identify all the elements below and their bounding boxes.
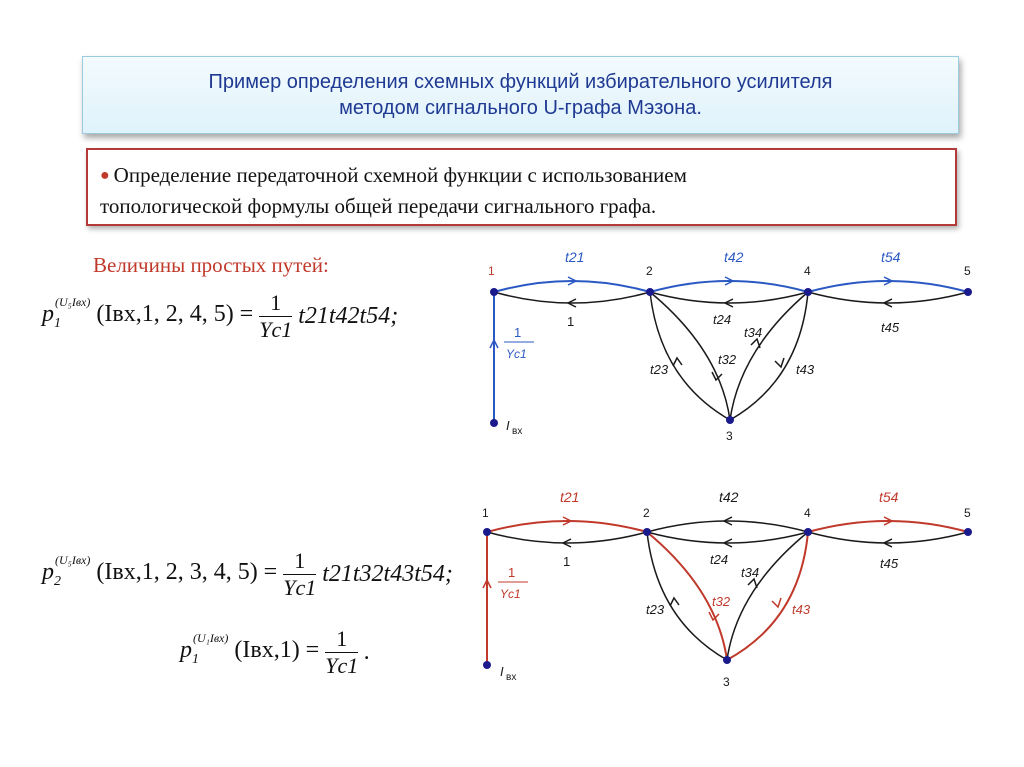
- title-line-2: методом сигнального U-графа Мэзона.: [339, 97, 702, 119]
- label-t34: t34: [744, 325, 763, 340]
- label-yc-den: Yc1: [500, 587, 521, 601]
- definition-line-1: ● Определение передаточной схемной функции с использованием: [100, 163, 687, 187]
- edge-t43: [727, 532, 808, 660]
- formula-path-3: $p_1^{(U_1Iвх)}$ (Iвх,1) = $\frac{1}{Yc1}$ .: [180, 626, 371, 678]
- node-2-label: 2: [643, 506, 650, 520]
- label-t54: t54: [879, 489, 899, 505]
- edge-t34: [727, 532, 808, 660]
- label-t23: t23: [646, 602, 665, 617]
- label-input-sub: вх: [512, 426, 523, 437]
- bullet-icon: ●: [100, 167, 110, 184]
- label-1: 1: [567, 314, 575, 329]
- label-yc-den: Yc1: [506, 347, 527, 361]
- label-t43: t43: [796, 362, 815, 377]
- label-t43: t43: [792, 602, 811, 617]
- label-t21: t21: [560, 489, 580, 505]
- node-5-label: 5: [964, 264, 971, 278]
- label-yc-num: 1: [514, 325, 522, 340]
- paths-heading: Величины простых путей:: [93, 253, 329, 277]
- label-t24: t24: [713, 312, 732, 327]
- label-input-sub: вх: [506, 672, 517, 683]
- label-1: 1: [563, 554, 571, 569]
- label-t42: t42: [724, 249, 744, 265]
- edge-t34: [730, 292, 808, 420]
- node-1-label: 1: [482, 506, 489, 520]
- node-5-label: 5: [964, 506, 971, 520]
- title-line-1: Пример определения схемных функций избирательного усилителя: [208, 71, 833, 93]
- formula-path-1: $p_1^{(U_5Iвх)}$ (Iвх,1, 2, 4, 5) = $\frac{1}{Yc1}$ t21t42t54;: [42, 290, 399, 342]
- label-yc-num: 1: [508, 565, 516, 580]
- label-t45: t45: [881, 320, 900, 335]
- label-input: I: [500, 664, 504, 679]
- node-4-label: 4: [804, 506, 811, 520]
- node-3-label: 3: [726, 429, 733, 443]
- slide-title: [82, 56, 959, 134]
- definition-line-2: топологической формулы общей передачи сигнального графа.: [100, 194, 657, 218]
- signal-graph-bottom: [470, 480, 990, 695]
- label-t24: t24: [710, 552, 729, 567]
- definition-box: [86, 148, 957, 226]
- label-t54: t54: [881, 249, 901, 265]
- label-t21: t21: [565, 249, 585, 265]
- label-t23: t23: [650, 362, 669, 377]
- label-t32: t32: [718, 352, 737, 367]
- edge-t43: [730, 292, 808, 420]
- formula-path-2: $p_2^{(U_5Iвх)}$ (Iвх,1, 2, 3, 4, 5) = $\frac{1}{Yc1}$ t21t32t43t54;: [42, 548, 453, 600]
- node-2-label: 2: [646, 264, 653, 278]
- label-t34: t34: [741, 565, 760, 580]
- label-input: I: [506, 418, 510, 433]
- node-4-label: 4: [804, 264, 811, 278]
- label-t32: t32: [712, 594, 731, 609]
- label-t42: t42: [719, 489, 739, 505]
- signal-graph-top: [470, 240, 990, 450]
- node-3-label: 3: [723, 675, 730, 689]
- label-t45: t45: [880, 556, 899, 571]
- node-1-label: 1: [488, 264, 495, 278]
